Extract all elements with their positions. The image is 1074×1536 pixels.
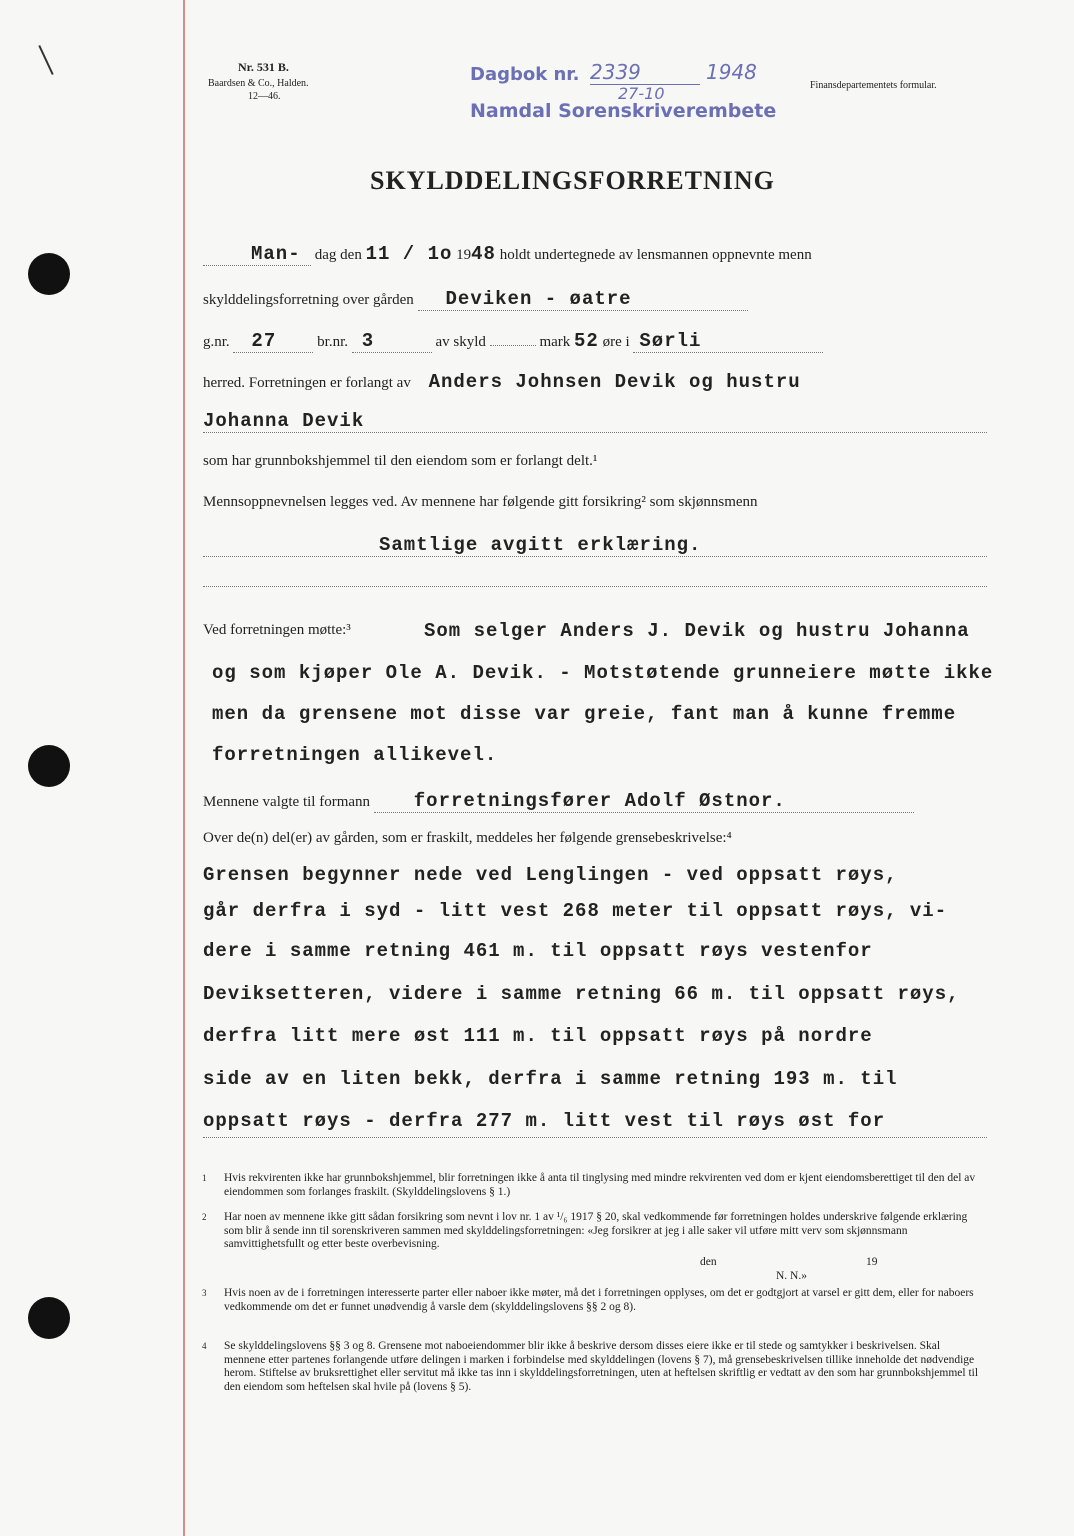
footnote-3-text: Hvis noen av de i forretningen interesserte parter eller naboer ikke møter, må det i forretningen opplyses, om det er godtgjort at varsel er gitt dem, eller for naboers vedkommende om det er funnet unødvendig å varsle dem (skylddelingslovens §§ 2 og 8).	[224, 1287, 974, 1313]
line-chairman	[203, 790, 914, 813]
boundary-line-5: derfra litt mere øst 111 m. til oppsatt røys på nordre	[203, 1025, 873, 1047]
requester-line-2: Johanna Devik	[203, 410, 365, 432]
print-date: 12—46.	[248, 91, 281, 102]
weekday-prefix: Man-	[251, 243, 301, 265]
document-title: SKYLDDELINGSFORRETNING	[370, 166, 775, 195]
boundary-underline	[203, 1137, 987, 1138]
punch-hole-top	[28, 253, 70, 295]
line-requester-2	[203, 410, 987, 433]
stamp-date: 27-10	[618, 84, 665, 103]
line-date	[203, 243, 993, 266]
gnr-label: g.nr.	[203, 334, 230, 350]
footnote-1-text: Hvis rekvirenten ikke har grunnbokshjemmel, blir forretningen ikke å anta til tinglysing med mindre rekvirenten ved dom er kjent eiendomsberettiget til den del av eiendommen som forlanges fraskilt. (Skylddelingslovens § 1.)	[224, 1172, 976, 1198]
attendance-line-1: Som selger Anders J. Devik og hustru Johanna	[424, 620, 970, 642]
gnr-value: 27	[251, 330, 277, 352]
mark-label: mark	[539, 334, 571, 350]
boundary-line-2: går derfra i syd - litt vest 268 meter til oppsatt røys, vi-	[203, 900, 948, 922]
footnote-4-num: 4	[202, 1341, 207, 1351]
printed-holdt: holdt undertegnede av lensmannen oppnevnte menn	[499, 247, 812, 263]
footnote-2-signature: N. N.»	[776, 1270, 807, 1282]
printed-mennsoppnevnelsen: Mennsoppnevnelsen legges ved. Av mennene har følgende gitt forsikring² som skjønnsmenn	[203, 494, 758, 510]
boundary-line-7: oppsatt røys - derfra 277 m. litt vest til røys øst for	[203, 1110, 886, 1132]
footnote-2-den: den	[700, 1256, 717, 1268]
chairman-name: forretningsfører Adolf Østnor.	[413, 790, 786, 812]
boundary-line-3: dere i samme retning 461 m. til oppsatt røys vestenfor	[203, 940, 873, 962]
line-declaration	[203, 534, 987, 557]
ore-label: øre i	[602, 334, 630, 350]
line-property-ids	[203, 330, 823, 353]
dagbok-label: Dagbok nr.	[470, 64, 580, 85]
footnote-4	[202, 1340, 982, 1394]
brnr-label: br.nr.	[317, 334, 349, 350]
line-requester	[203, 371, 801, 393]
boundary-line-4: Deviksetteren, videre i samme retning 66 m. til oppsatt røys,	[203, 983, 960, 1005]
meeting-date: 11 / 1o	[365, 243, 453, 265]
footnote-3	[202, 1287, 982, 1314]
footnote-2-year: 19	[866, 1256, 878, 1268]
stamp-year: 1948	[706, 60, 757, 84]
blank-line	[203, 586, 987, 587]
pencil-mark	[38, 45, 53, 75]
brnr-value: 3	[361, 330, 375, 352]
footnote-2	[202, 1211, 982, 1252]
printed-hjemmel: som har grunnbokshjemmel til den eiendom som er forlangt delt.¹	[203, 453, 598, 469]
meeting-year: 48	[471, 243, 496, 265]
herred-name: Sørli	[639, 330, 702, 352]
skyld-label: av skyld	[435, 334, 486, 350]
printed-over-garden: skylddelingsforretning over gården	[203, 292, 414, 308]
year-prefix: 19	[456, 247, 472, 263]
requester-line-1: Anders Johnsen Devik og hustru	[428, 371, 801, 393]
printer-name: Baardsen & Co., Halden.	[208, 78, 309, 89]
ministry-note: Finansdepartementets formular.	[810, 80, 937, 91]
form-number: Nr. 531 B.	[238, 60, 289, 74]
boundary-label: Over de(n) del(er) av gården, som er fraskilt, meddeles her følgende grensebeskrivelse:⁴	[203, 830, 732, 846]
printed-dag-den: dag den	[314, 247, 362, 263]
footnote-1-num: 1	[202, 1173, 207, 1183]
dagbok-number: 2339	[590, 60, 700, 85]
attendance-line-4: forretningen allikevel.	[212, 744, 498, 766]
attendance-label: Ved forretningen møtte:³	[203, 622, 351, 638]
punch-hole-bottom	[28, 1297, 70, 1339]
footnote-1	[202, 1172, 982, 1199]
attendance-line-2: og som kjøper Ole A. Devik. - Motstøtende grunneiere møtte ikke	[212, 662, 994, 684]
footnote-4-text: Se skylddelingslovens §§ 3 og 8. Grensene mot naboeiendommer blir ikke å beskrive dersom disses eiere ikke er til stede og samtykker i beskrivelsen. Skal mennene etter partenes forlangende utføre delingen i marken i forbindelse med skylddelingen (lovens § 7), må grensebeskrivelsen tillike inneholde det nødvendige herom. Stiftelse av bruksrettighet eller servitut må ikke tas inn i skylddelingsforretningen, uten at heftelsen skriftlig er vedtatt av den som har grunnbokshjemmel til den eiendom som heftelsen skal hvile på (lovens § 5).	[224, 1340, 979, 1393]
attendance-line-3: men da grensene mot disse var greie, fant man å kunne fremme	[212, 703, 957, 725]
printed-forlangt-av: herred. Forretningen er forlangt av	[203, 375, 411, 391]
footnote-2-num: 2	[202, 1212, 207, 1222]
boundary-line-1: Grensen begynner nede ved Lenglingen - ved oppsatt røys,	[203, 864, 898, 886]
punch-hole-middle	[28, 745, 70, 787]
footnote-2-text: Har noen av mennene ikke gitt sådan forsikring som nevnt i lov nr. 1 av ¹/₆ 1917 § 20, skal vedkommende før forretningen holdes underskrive følgende erklæring som blir å sende inn til sorenskriveren sammen med skylddelingsforretningen: «Jeg forsikrer at jeg i alle saker vil utføre mitt verv som skjønnsmann samvittighetsfullt og etter beste overbevisning.	[224, 1211, 968, 1250]
line-farm	[203, 288, 748, 311]
farm-name: Deviken - øatre	[445, 288, 632, 310]
ore-value: 52	[574, 330, 599, 352]
margin-rule	[183, 0, 185, 1536]
office-stamp: Namdal Sorenskriverembete	[470, 100, 777, 122]
chairman-label: Mennene valgte til formann	[203, 794, 371, 810]
declaration-text: Samtlige avgitt erklæring.	[379, 534, 702, 556]
boundary-line-6: side av en liten bekk, derfra i samme retning 193 m. til	[203, 1068, 898, 1090]
footnote-3-num: 3	[202, 1288, 207, 1298]
